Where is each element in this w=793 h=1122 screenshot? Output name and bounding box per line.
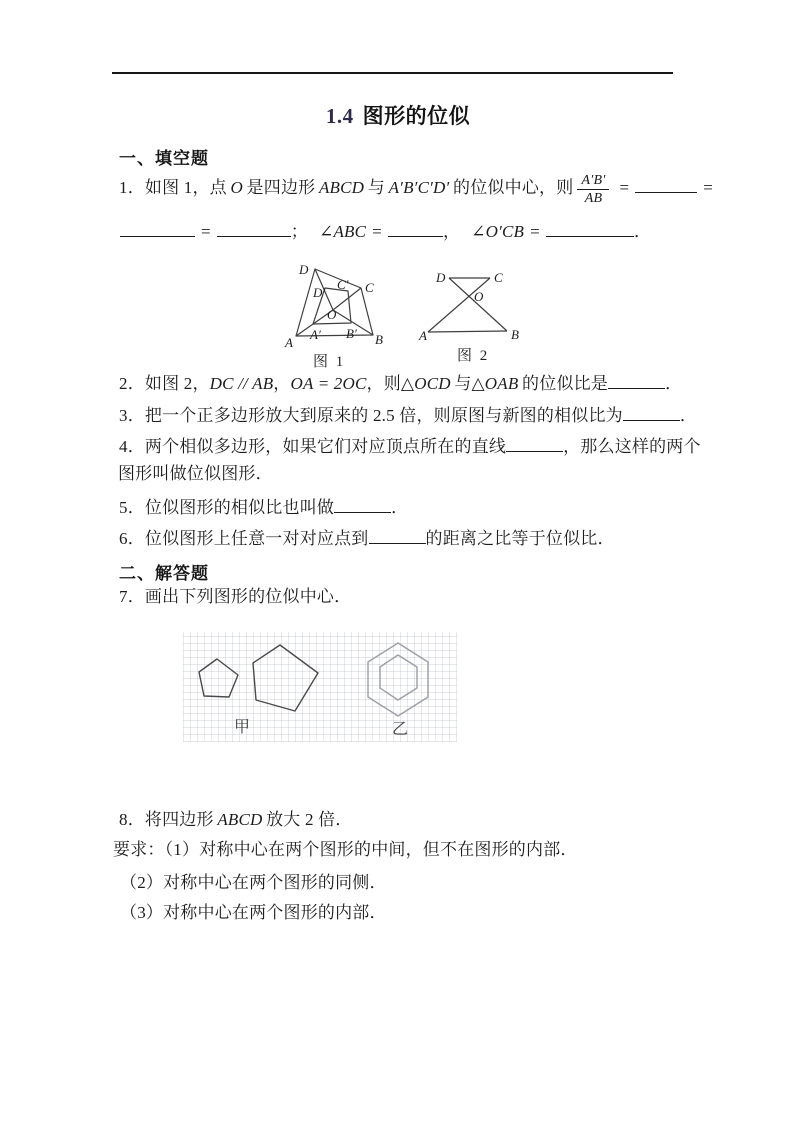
vertex-label-A: A [419, 328, 427, 343]
q1-var-ABCD: ABCD [318, 178, 365, 197]
page-title [118, 100, 678, 130]
equals-sign: = [530, 222, 540, 241]
figure-2-drawing [418, 260, 548, 356]
figure-q7-gridpaper [183, 632, 457, 742]
blank-underline [334, 498, 391, 513]
outer-quad-ABCD [296, 269, 373, 336]
vertex-label-D-prime: D′ [313, 285, 326, 300]
question-1-line-2 [120, 221, 651, 242]
vertex-label-A: A [285, 335, 293, 350]
fraction-numerator: A′B′ [577, 173, 609, 190]
q1-text: 1．如图 1，点 [119, 178, 231, 197]
figure-2-caption: 图 2 [457, 348, 490, 364]
q1-text: 是四边形 [242, 178, 319, 197]
q1-text: ． [633, 222, 652, 241]
segment-AB [428, 331, 507, 332]
equals-sign: = [201, 222, 211, 241]
label-yi: 乙 [392, 721, 409, 738]
figure-1-drawing [283, 252, 403, 350]
q4-text: ，那么这样的两个 [563, 437, 701, 456]
q1-text: 与 [364, 178, 389, 197]
vertex-label-D: D [436, 270, 446, 285]
q1-var-A1B1C1D1: A′B′C′D′ [388, 178, 450, 197]
q3-text: 3．把一个正多边形放大到原来的 2.5 倍，则原图与新图的相似比为 [119, 406, 623, 425]
question-8-requirement-1: 要求：（1）对称中心在两个图形的中间，但不在图形的内部． [113, 840, 578, 859]
q5-text: 5．位似图形的相似比也叫做 [119, 498, 335, 517]
q2-text: ， [273, 374, 291, 393]
question-8-requirement-2: （2）对称中心在两个图形的同侧． [120, 873, 387, 892]
question-1-line-1 [119, 168, 719, 208]
small-pentagon [199, 659, 238, 697]
q1-text: ， [442, 222, 461, 241]
q8-text: 放大 2 倍． [262, 810, 353, 829]
question-7: 7．画出下列图形的位似中心． [119, 587, 352, 606]
blank-underline [623, 406, 680, 421]
equals-sign: = [372, 222, 382, 241]
figure-q7-drawing [183, 632, 457, 742]
q6-text: 6．位似图形上任意一对对应点到 [119, 529, 369, 548]
q2-var-OAB: OAB [484, 374, 519, 393]
vertex-label-B: B [511, 327, 519, 342]
question-6 [119, 529, 615, 549]
outer-hexagon [368, 643, 428, 716]
vertex-label-C: C [365, 280, 374, 295]
q2-var-OCD: OCD [414, 374, 451, 393]
center-label-O: O [474, 289, 484, 304]
angle-symbol: ∠ [471, 222, 486, 241]
q1-var-O: O [230, 178, 243, 197]
blank-underline [546, 222, 634, 237]
q2-text: 的位似比是 [518, 374, 609, 393]
vertex-label-A-prime: A′ [310, 327, 321, 342]
q1-var-angle-O1CB: O′CB [485, 222, 525, 241]
blank-underline [217, 222, 291, 237]
question-8-requirement-3: （3）对称中心在两个图形的内部． [120, 903, 387, 922]
question-2 [119, 374, 682, 394]
blank-underline [635, 178, 697, 193]
blank-underline [120, 222, 195, 237]
q2-var-OA-2OC: OA = 2OC [290, 374, 367, 393]
q2-text: ． [665, 374, 683, 393]
q2-text: 2．如图 2， [119, 374, 210, 393]
q1-text: 的位似中心，则 [449, 178, 574, 197]
q2-text: 与△ [450, 374, 485, 393]
equals-sign: = [619, 178, 630, 197]
q1-text: ； [290, 222, 308, 241]
figure-1 [283, 252, 403, 350]
figure-1-caption: 图 1 [313, 354, 346, 370]
blank-underline [369, 529, 426, 544]
angle-symbol: ∠ [319, 222, 334, 241]
question-4-line-2: 图形叫做位似图形． [118, 464, 273, 483]
large-pentagon [253, 645, 318, 711]
vertex-label-D: D [299, 262, 309, 277]
question-3 [119, 406, 697, 426]
equals-sign: = [703, 178, 714, 197]
q8-var-ABCD: ABCD [217, 810, 263, 829]
q5-text: ． [391, 498, 409, 517]
title-number: 1.4 [325, 104, 354, 128]
fraction-denominator: AB [584, 190, 603, 206]
q4-text: 4．两个相似多边形，如果它们对应顶点所在的直线 [119, 437, 507, 456]
q2-text: ，则△ [366, 374, 415, 393]
q3-text: ． [679, 406, 698, 425]
vertex-label-B: B [375, 332, 383, 347]
inner-hexagon [380, 655, 417, 700]
vertex-label-C: C [494, 270, 503, 285]
q8-text: 8．将四边形 [119, 810, 218, 829]
q6-text: 的距离之比等于位似比． [425, 529, 615, 548]
vertex-label-B-prime: B′ [346, 326, 357, 341]
question-4-line-1 [119, 437, 701, 457]
center-label-O: O [327, 307, 337, 322]
segment-AC [428, 278, 490, 332]
top-rule [112, 72, 673, 74]
fraction-a1b1-ab [577, 173, 609, 206]
q2-var-DC-AB: DC // AB [209, 374, 274, 393]
section-1-heading: 一、填空题 [119, 149, 209, 168]
blank-underline [608, 374, 665, 389]
figure-2 [418, 260, 548, 356]
question-5 [119, 498, 408, 518]
label-jia: 甲 [234, 719, 251, 736]
segment-DB [449, 278, 507, 331]
section-2-heading: 二、解答题 [119, 564, 209, 583]
question-8 [119, 810, 353, 830]
vertex-label-C-prime: C′ [337, 277, 349, 292]
blank-underline [388, 222, 443, 237]
q1-var-angle-ABC: ABC [333, 222, 367, 241]
title-text: 图形的位似 [362, 105, 471, 128]
blank-underline [506, 437, 563, 452]
